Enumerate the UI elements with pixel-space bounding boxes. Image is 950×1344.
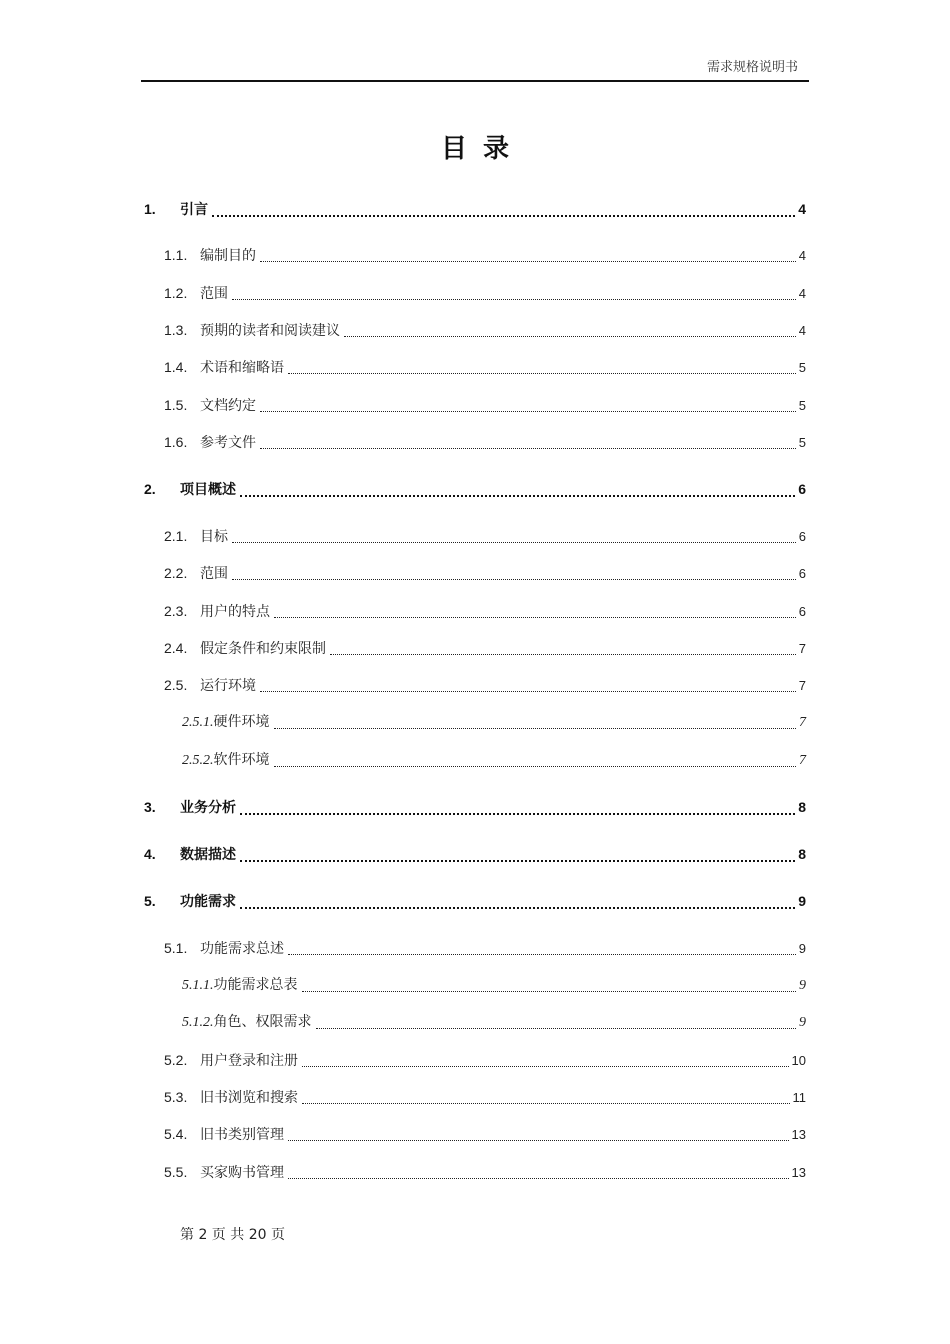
toc-entry-title: 功能需求 <box>180 893 236 909</box>
toc-entry-number: 5.1.2. <box>182 1015 214 1030</box>
toc-entry-number: 1.5. <box>164 397 188 413</box>
toc-entry-number: 5.5. <box>164 1164 188 1180</box>
toc-entry-number: 2.2. <box>164 565 188 581</box>
toc-entry-title: 编制目的 <box>200 248 256 264</box>
toc-entry-title: 功能需求总表 <box>213 977 298 993</box>
toc-entry-title: 用户登录和注册 <box>200 1053 298 1069</box>
toc-entry-page: 13 <box>791 1127 806 1142</box>
toc-entry-number: 3. <box>144 799 156 815</box>
toc-entry-number: 5.4. <box>164 1126 188 1142</box>
toc-entry-number: 1.6. <box>164 434 188 450</box>
toc-entry[interactable] <box>164 318 806 342</box>
toc-dot-leader <box>288 1139 789 1141</box>
toc-dot-leader <box>232 541 796 543</box>
toc-entry-title: 范围 <box>200 566 228 582</box>
toc-dot-leader <box>260 690 796 692</box>
toc-entry[interactable] <box>182 973 806 997</box>
toc-entry-page: 5 <box>798 360 806 375</box>
toc-entry-number: 2.5. <box>164 677 188 693</box>
toc-entry-page: 7 <box>799 753 806 768</box>
toc-dot-leader <box>240 812 795 815</box>
toc-entry-page: 7 <box>799 715 806 730</box>
toc-dot-leader <box>288 953 796 955</box>
toc-entry[interactable] <box>164 355 806 379</box>
toc-dot-leader <box>274 765 797 767</box>
toc-entry[interactable] <box>164 636 806 660</box>
toc-dot-leader <box>344 335 796 337</box>
toc-entry-title: 角色、权限需求 <box>213 1014 312 1030</box>
toc-entry-number: 1.1. <box>164 247 188 263</box>
toc-entry-number: 5.2. <box>164 1052 188 1068</box>
toc-entry-title: 项目概述 <box>180 481 236 497</box>
toc-entry-title: 运行环境 <box>200 678 256 694</box>
toc-entry[interactable] <box>182 748 806 772</box>
toc-entry-number: 5.1. <box>164 940 188 956</box>
toc-entry-page: 4 <box>798 201 806 217</box>
toc-entry-page: 11 <box>792 1090 806 1105</box>
toc-entry[interactable] <box>164 281 806 305</box>
toc-dot-leader <box>274 727 797 729</box>
toc-entry-page: 6 <box>798 481 806 497</box>
toc-entry-page: 5 <box>798 398 806 413</box>
toc-dot-leader <box>288 1177 789 1179</box>
toc-entry[interactable] <box>144 842 806 866</box>
toc-entry-title: 预期的读者和阅读建议 <box>200 323 340 339</box>
toc-entry-number: 1.2. <box>164 285 188 301</box>
toc-entry-number: 5.3. <box>164 1089 188 1105</box>
toc-entry-number: 2. <box>144 481 156 497</box>
toc-entry[interactable] <box>144 197 806 221</box>
toc-entry-page: 9 <box>798 893 806 909</box>
toc-entry-title: 旧书类别管理 <box>200 1127 284 1143</box>
toc-entry-title: 目标 <box>200 529 228 545</box>
toc-dot-leader <box>274 616 796 618</box>
toc-dot-leader <box>302 1065 789 1067</box>
toc-entry[interactable] <box>144 477 806 501</box>
toc-dot-leader <box>232 298 796 300</box>
toc-entry-page: 8 <box>798 799 806 815</box>
toc-dot-leader <box>288 372 796 374</box>
toc-dot-leader <box>212 214 795 217</box>
toc-entry[interactable] <box>164 524 806 548</box>
toc-entry-page: 13 <box>791 1165 806 1180</box>
toc-entry-page: 5 <box>798 435 806 450</box>
toc-dot-leader <box>240 859 795 862</box>
toc-entry-title: 数据描述 <box>180 846 236 862</box>
toc-entry-page: 4 <box>798 248 806 263</box>
toc-entry-page: 6 <box>798 566 806 581</box>
toc-entry[interactable] <box>164 561 806 585</box>
toc-entry-page: 7 <box>798 641 806 656</box>
toc-entry[interactable] <box>164 1122 806 1146</box>
toc-dot-leader <box>302 990 797 992</box>
toc-entry-page: 4 <box>798 323 806 338</box>
toc-entry-page: 8 <box>798 846 806 862</box>
toc-entry[interactable] <box>182 710 806 734</box>
toc-entry-number: 2.5.1. <box>182 715 214 730</box>
toc-dot-leader <box>316 1027 797 1029</box>
toc-entry-page: 9 <box>799 1015 806 1030</box>
toc-dot-leader <box>260 410 796 412</box>
toc-entry-page: 6 <box>798 529 806 544</box>
toc-entry-title: 软件环境 <box>213 752 270 768</box>
toc-entry[interactable] <box>164 243 806 267</box>
toc-entry-page: 4 <box>798 286 806 301</box>
toc-entry-page: 10 <box>791 1053 806 1068</box>
toc-entry-title: 引言 <box>180 201 208 217</box>
toc-entry-number: 2.1. <box>164 528 188 544</box>
toc-entry-number: 1. <box>144 201 156 217</box>
toc-entry-title: 范围 <box>200 286 228 302</box>
toc-entry-title: 假定条件和约束限制 <box>200 641 326 657</box>
toc-entry-title: 硬件环境 <box>213 714 270 730</box>
toc-dot-leader <box>240 906 795 909</box>
toc-entry[interactable] <box>164 1160 806 1184</box>
toc-entry-number: 2.5.2. <box>182 753 214 768</box>
toc-entry[interactable] <box>164 393 806 417</box>
toc-dot-leader <box>260 447 796 449</box>
toc-dot-leader <box>240 494 795 497</box>
toc-entry[interactable] <box>164 936 806 960</box>
toc-entry-number: 2.3. <box>164 603 188 619</box>
toc-entry[interactable] <box>144 795 806 819</box>
toc-title: 目录 <box>440 134 525 164</box>
toc-entry-number: 5.1.1. <box>182 978 214 993</box>
toc-entry[interactable] <box>182 1010 806 1034</box>
toc-entry[interactable] <box>144 889 806 913</box>
toc-entry-number: 2.4. <box>164 640 188 656</box>
toc-entry-page: 6 <box>798 604 806 619</box>
toc-dot-leader <box>232 578 796 580</box>
toc-dot-leader <box>302 1102 790 1104</box>
toc-entry[interactable] <box>164 430 806 454</box>
toc-entry[interactable] <box>164 673 806 697</box>
toc-entry[interactable] <box>164 1085 806 1109</box>
toc-entry-title: 文档约定 <box>200 398 256 414</box>
toc-entry-number: 4. <box>144 846 156 862</box>
toc-entry-title: 功能需求总述 <box>200 941 284 957</box>
toc-entry-title: 买家购书管理 <box>200 1165 284 1181</box>
toc-entry-title: 参考文件 <box>200 435 256 451</box>
toc-entry-title: 旧书浏览和搜索 <box>200 1090 298 1106</box>
toc-entry-number: 1.3. <box>164 322 188 338</box>
footer-page-info: 第 2 页 共 20 页 <box>180 1227 285 1243</box>
toc-entry-number: 5. <box>144 893 156 909</box>
toc-entry-page: 7 <box>798 678 806 693</box>
toc-entry[interactable] <box>164 599 806 623</box>
toc-entry[interactable] <box>164 1048 806 1072</box>
toc-entry-page: 9 <box>799 978 806 993</box>
toc-entry-title: 术语和缩略语 <box>200 360 284 376</box>
toc-entry-title: 用户的特点 <box>200 604 270 620</box>
toc-dot-leader <box>330 653 796 655</box>
toc-entry-page: 9 <box>798 941 806 956</box>
toc-entry-title: 业务分析 <box>180 799 236 815</box>
toc-dot-leader <box>260 260 796 262</box>
toc-entry-number: 1.4. <box>164 359 188 375</box>
header-doc-name: 需求规格说明书 <box>706 60 798 75</box>
